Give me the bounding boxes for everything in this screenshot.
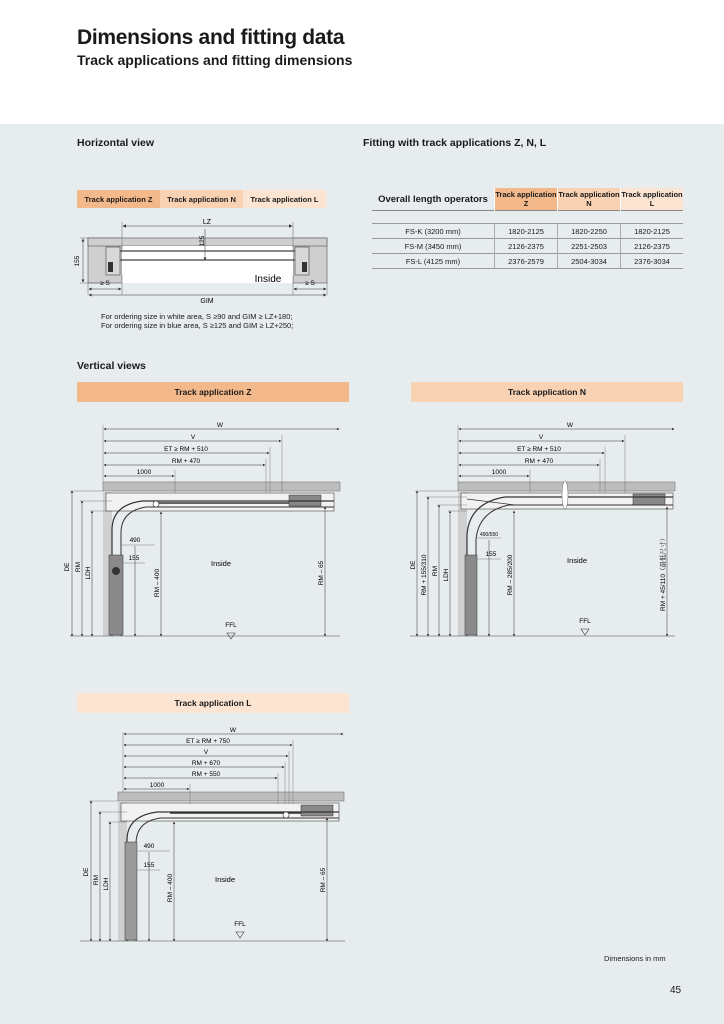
- track-l-title-bar: Track application L: [77, 693, 349, 713]
- label-inside: Inside: [254, 274, 282, 285]
- track-z-diagram: [60, 415, 350, 645]
- dim-ldh: LDH: [443, 568, 450, 582]
- col-header-l: Track application L: [621, 188, 684, 211]
- label-inside: Inside: [566, 556, 588, 565]
- cell-z: 2126-2375: [495, 239, 558, 254]
- dim-155: 155: [143, 862, 155, 869]
- horizontal-tabs: [77, 190, 326, 208]
- col-header-n: Track application N: [558, 188, 621, 211]
- dim-rm400: RM – 400: [154, 568, 161, 598]
- page-number: 45: [670, 985, 682, 996]
- label-ffl: FFL: [579, 618, 591, 625]
- page-subtitle: Track applications and fitting dimensions: [77, 52, 353, 68]
- dim-w: W: [566, 422, 574, 429]
- dim-ldh: LDH: [85, 566, 92, 580]
- track-n-diagram: [405, 415, 685, 645]
- dim-de: DE: [64, 562, 71, 572]
- dim-rm65: RM – 65: [320, 867, 327, 893]
- cell-n: 1820-2250: [558, 224, 621, 239]
- dim-v: V: [538, 434, 544, 441]
- track-n-title-bar: Track application N: [411, 382, 683, 402]
- horizontal-diagram: [70, 215, 340, 305]
- label-ffl: FFL: [225, 622, 237, 629]
- cell-l: 1820-2125: [621, 224, 684, 239]
- dim-ldh: LDH: [103, 877, 110, 891]
- dim-1000: 1000: [491, 469, 507, 476]
- dim-rm155: RM + 155/310: [421, 554, 428, 596]
- dim-490: 490: [129, 537, 141, 544]
- dim-155: 155: [128, 555, 140, 562]
- col-header-z: Track application Z: [495, 188, 558, 211]
- table-row: [372, 224, 683, 239]
- cell-n: 2251-2503: [558, 239, 621, 254]
- cell-z: 2376-2579: [495, 254, 558, 269]
- dim-1000: 1000: [136, 469, 152, 476]
- dim-rm: RM: [432, 565, 439, 577]
- row-name: FS-L (4125 mm): [372, 254, 495, 269]
- ordering-note-blue: For ordering size in blue area, S ≥125 and GIM ≥ LZ+250;: [101, 321, 294, 330]
- track-l-diagram: [75, 722, 350, 947]
- dim-1000: 1000: [149, 782, 165, 789]
- dim-490: 490: [143, 843, 155, 850]
- units-note: Dimensions in mm: [604, 954, 666, 963]
- label-inside: Inside: [214, 875, 236, 884]
- fitting-heading: Fitting with track applications Z, N, L: [363, 137, 547, 149]
- label-ffl: FFL: [234, 921, 246, 928]
- row-name: FS-K (3200 mm): [372, 224, 495, 239]
- dim-et: ET ≥ RM + 510: [517, 446, 561, 453]
- dim-rm550: RM + 550: [191, 771, 221, 778]
- label-inside: Inside: [210, 559, 232, 568]
- tab-track-z: Track application Z: [77, 190, 160, 208]
- dim-rm65: RM – 65: [318, 560, 325, 586]
- cell-l: 2126-2375: [621, 239, 684, 254]
- label-s-left: ≥ S: [100, 280, 110, 287]
- table-row: [372, 254, 683, 269]
- label-155: 155: [74, 255, 81, 267]
- dim-rm: RM: [93, 874, 100, 886]
- label-gim: GIM: [200, 298, 214, 305]
- page-title: Dimensions and fitting data: [77, 26, 345, 49]
- label-lz: LZ: [202, 219, 212, 226]
- dim-v: V: [190, 434, 196, 441]
- dim-155: 155: [485, 551, 497, 558]
- dim-et: ET ≥ RM + 750: [186, 738, 230, 745]
- vertical-views-heading: Vertical views: [77, 360, 146, 372]
- fitting-table: [372, 188, 683, 269]
- dim-rm400: RM – 400: [167, 873, 174, 903]
- dim-rm285: RM – 285/200: [507, 554, 514, 596]
- horizontal-view-heading: Horizontal view: [77, 137, 155, 149]
- dim-rm470: RM + 470: [524, 458, 554, 465]
- ordering-note-white: For ordering size in white area, S ≥90 and GIM ≥ LZ+180;: [101, 312, 293, 321]
- tab-track-n: Track application N: [160, 190, 243, 208]
- table-row: [372, 239, 683, 254]
- dim-de: DE: [410, 560, 417, 570]
- dim-490: 490/550: [479, 532, 499, 538]
- dim-rm670: RM + 670: [191, 760, 221, 767]
- dim-w: W: [216, 422, 224, 429]
- table-corner-header: Overall length operators: [378, 193, 488, 205]
- track-z-title-bar: Track application Z: [77, 382, 349, 402]
- dim-rm45: RM + 45/110（最低尺寸）: [660, 535, 667, 611]
- dim-de: DE: [83, 867, 90, 877]
- dim-rm470: RM + 470: [171, 458, 201, 465]
- dim-w: W: [229, 727, 237, 734]
- tab-track-l: Track application L: [243, 190, 326, 208]
- cell-l: 2376-3034: [621, 254, 684, 269]
- label-s-right: ≥ S: [305, 280, 315, 287]
- dim-et: ET ≥ RM + 510: [164, 446, 208, 453]
- label-125: 125: [199, 235, 206, 247]
- cell-z: 1820-2125: [495, 224, 558, 239]
- row-name: FS-M (3450 mm): [372, 239, 495, 254]
- cell-n: 2504-3034: [558, 254, 621, 269]
- dim-v: V: [203, 749, 209, 756]
- dim-rm: RM: [75, 561, 82, 573]
